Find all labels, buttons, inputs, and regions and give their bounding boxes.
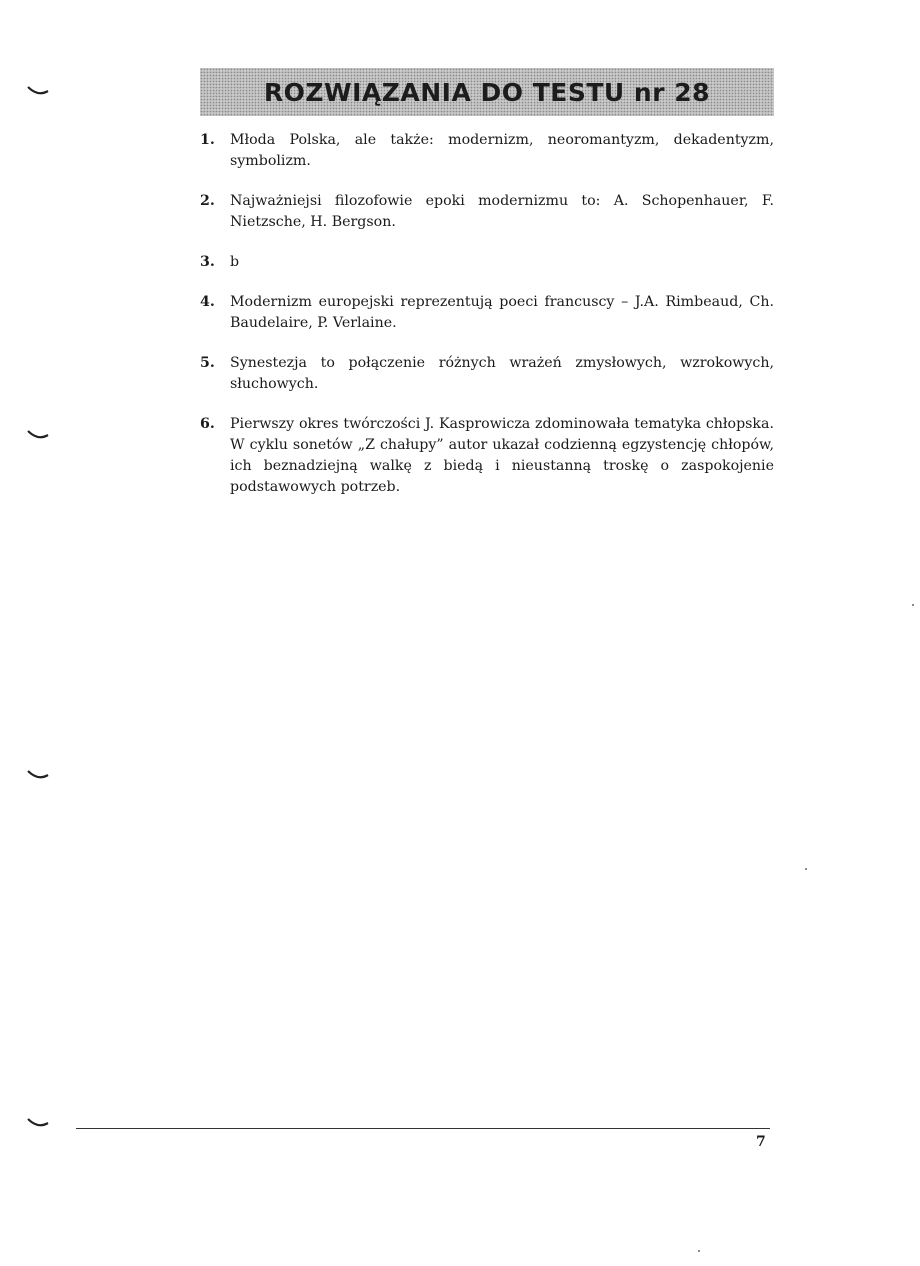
answer-number: 1.: [200, 132, 215, 148]
binder-hole-mark: [26, 84, 50, 98]
footer-divider: [76, 1128, 770, 1129]
answer-text: Pierwszy okres twórczości J. Kasprowicza zdominowała tematyka chłopska. W cyklu sonetów „Z chałupy” autor ukazał codzienną egzystencję chłopów, ich beznadziejną walkę z biedą i nieustanną troskę o zaspokojenie podstawowych potrzeb.: [230, 416, 774, 495]
answer-number: 5.: [200, 355, 215, 371]
answer-text: Młoda Polska, ale także: modernizm, neoromantyzm, dekadentyzm, symbolizm.: [230, 132, 774, 169]
answer-number: 2.: [200, 193, 215, 209]
answers-list: [200, 130, 774, 517]
page-number: 7: [756, 1134, 766, 1150]
answer-number: 6.: [200, 416, 215, 432]
binder-hole-mark: [26, 768, 50, 782]
page-title: ROZWIĄZANIA DO TESTU nr 28: [263, 77, 711, 107]
answer-text: b: [230, 254, 240, 270]
answer-text: Synestezja to połączenie różnych wrażeń zmysłowych, wzrokowych, słuchowych.: [230, 355, 774, 392]
answer-item: [200, 414, 774, 498]
scan-speck: [912, 604, 914, 606]
answer-item: [200, 353, 774, 395]
binder-hole-mark: [26, 428, 50, 442]
answer-number: 3.: [200, 254, 215, 270]
answer-item: [200, 130, 774, 172]
answer-number: 4.: [200, 294, 215, 310]
scan-speck: [698, 1250, 700, 1252]
answer-text: Najważniejsi filozofowie epoki modernizmu to: A. Schopenhauer, F. Nietzsche, H. Bergson.: [230, 193, 774, 230]
title-banner: [200, 68, 774, 116]
answer-text: Modernizm europejski reprezentują poeci francuscy – J.A. Rimbeaud, Ch. Baudelaire, P. Verlaine.: [230, 294, 774, 331]
binder-hole-mark: [26, 1116, 50, 1130]
scan-speck: [805, 868, 807, 870]
answer-item: [200, 191, 774, 233]
answer-item: [200, 292, 774, 334]
answer-item: [200, 252, 774, 273]
